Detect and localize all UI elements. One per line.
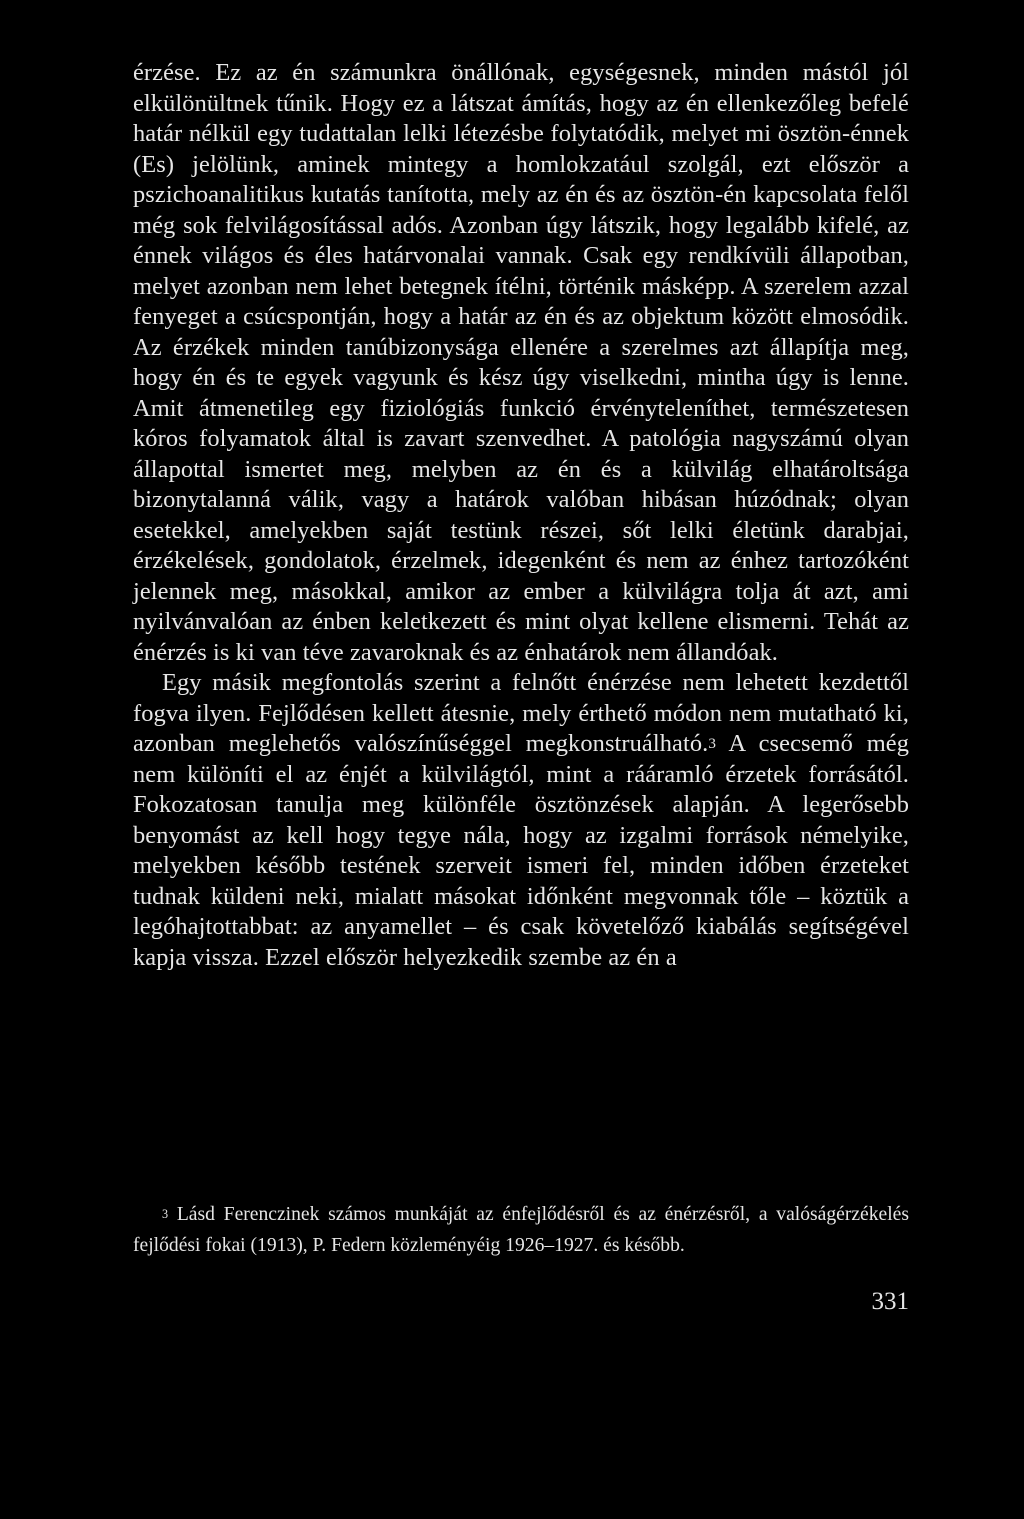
footnote-text: Lásd Ferenczinek számos munkáját az énfejlődésről és az énérzésről, a valóságérzékelés fejlődési fokai (1913), P. Federn közleményéig 1926–1927. és később. [133,1204,909,1256]
main-text-block [133,58,909,973]
paragraph-1: érzése. Ez az én számunkra önállónak, egységesnek, minden mástól jól elkülönültnek tűnik. Hogy ez a látszat ámítás, hogy az én ellenkezőleg befelé határ nélkül egy tudattalan lelki létezésbe folytatódik, melyet mi ösztön-énnek (Es) jelölünk, aminek mintegy a homlokzatául szolgál, ezt először a pszichoanalitikus kutatás tanította, mely az én és az ösztön-én kapcsolata felől még sok felvilágosítással adós. Azonban úgy látszik, hogy legalább kifelé, az énnek világos és éles határvonalai vannak. Csak egy rendkívüli állapotban, melyet azonban nem lehet betegnek ítélni, történik másképp. A szerelem azzal fenyeget a csúcspontján, hogy a határ az én és az objektum között elmosódik. Az érzékek minden tanúbizonysága ellenére a szerelmes azt állapítja meg, hogy én és te egyek vagyunk és kész úgy viselkedni, mintha úgy is lenne. Amit átmenetileg egy fiziológiás funkció érvényteleníthet, természetesen kóros folyamatok által is zavart szenvedhet. A patológia nagyszámú olyan állapottal ismertet meg, melyben az én és a külvilág elhatároltsága bizonytalanná válik, vagy a határok valóban hibásan húzódnak; olyan esetekkel, amelyekben saját testünk részei, sőt lelki életünk darabjai, érzékelések, gondolatok, érzelmek, idegenként és nem az énhez tartozóként jelennek meg, másokkal, amikor az ember a külvilágra tolja át azt, ami nyilvánvalóan az énben keletkezett és mint olyat kellene elismerni. Tehát az énérzés is ki van téve zavaroknak és az énhatárok nem állandóak. [133,59,909,666]
paragraph-2-text-end: A csecsemő még nem különíti el az énjét a külvilágtól, mint a rááramló érzetek forrásától. Fokozatosan tanulja meg különféle ösztönzések alapján. A legerősebb benyomást az kell hogy tegye nála, hogy az izgalmi források némelyike, melyekben később testének szerveit ismeri fel, minden időben érzeteket tudnak küldeni neki, mialatt másokat időnként megvonnak tőle – köztük a legóhajtottabbat: az anyamellet – és csak követelőző kiabálás segítségével kapja vissza. Ezzel először helyezkedik szembe az én a [133,730,909,971]
footnote-reference: 3 [708,735,716,752]
footnote [133,1199,909,1261]
paragraph-2-text-start: Egy másik megfontolás szerint a felnőtt énérzése nem lehetett kezdettől fogva ilyen. Fejlődésen kellett átesnie, mely érthető módon nem mutatható ki, azonban meglehetős valószínűséggel megkonstruálható. [133,669,909,757]
footnote-mark: 3 [162,1206,169,1221]
paragraph-2 [133,668,909,973]
page-number: 331 [871,1288,909,1315]
